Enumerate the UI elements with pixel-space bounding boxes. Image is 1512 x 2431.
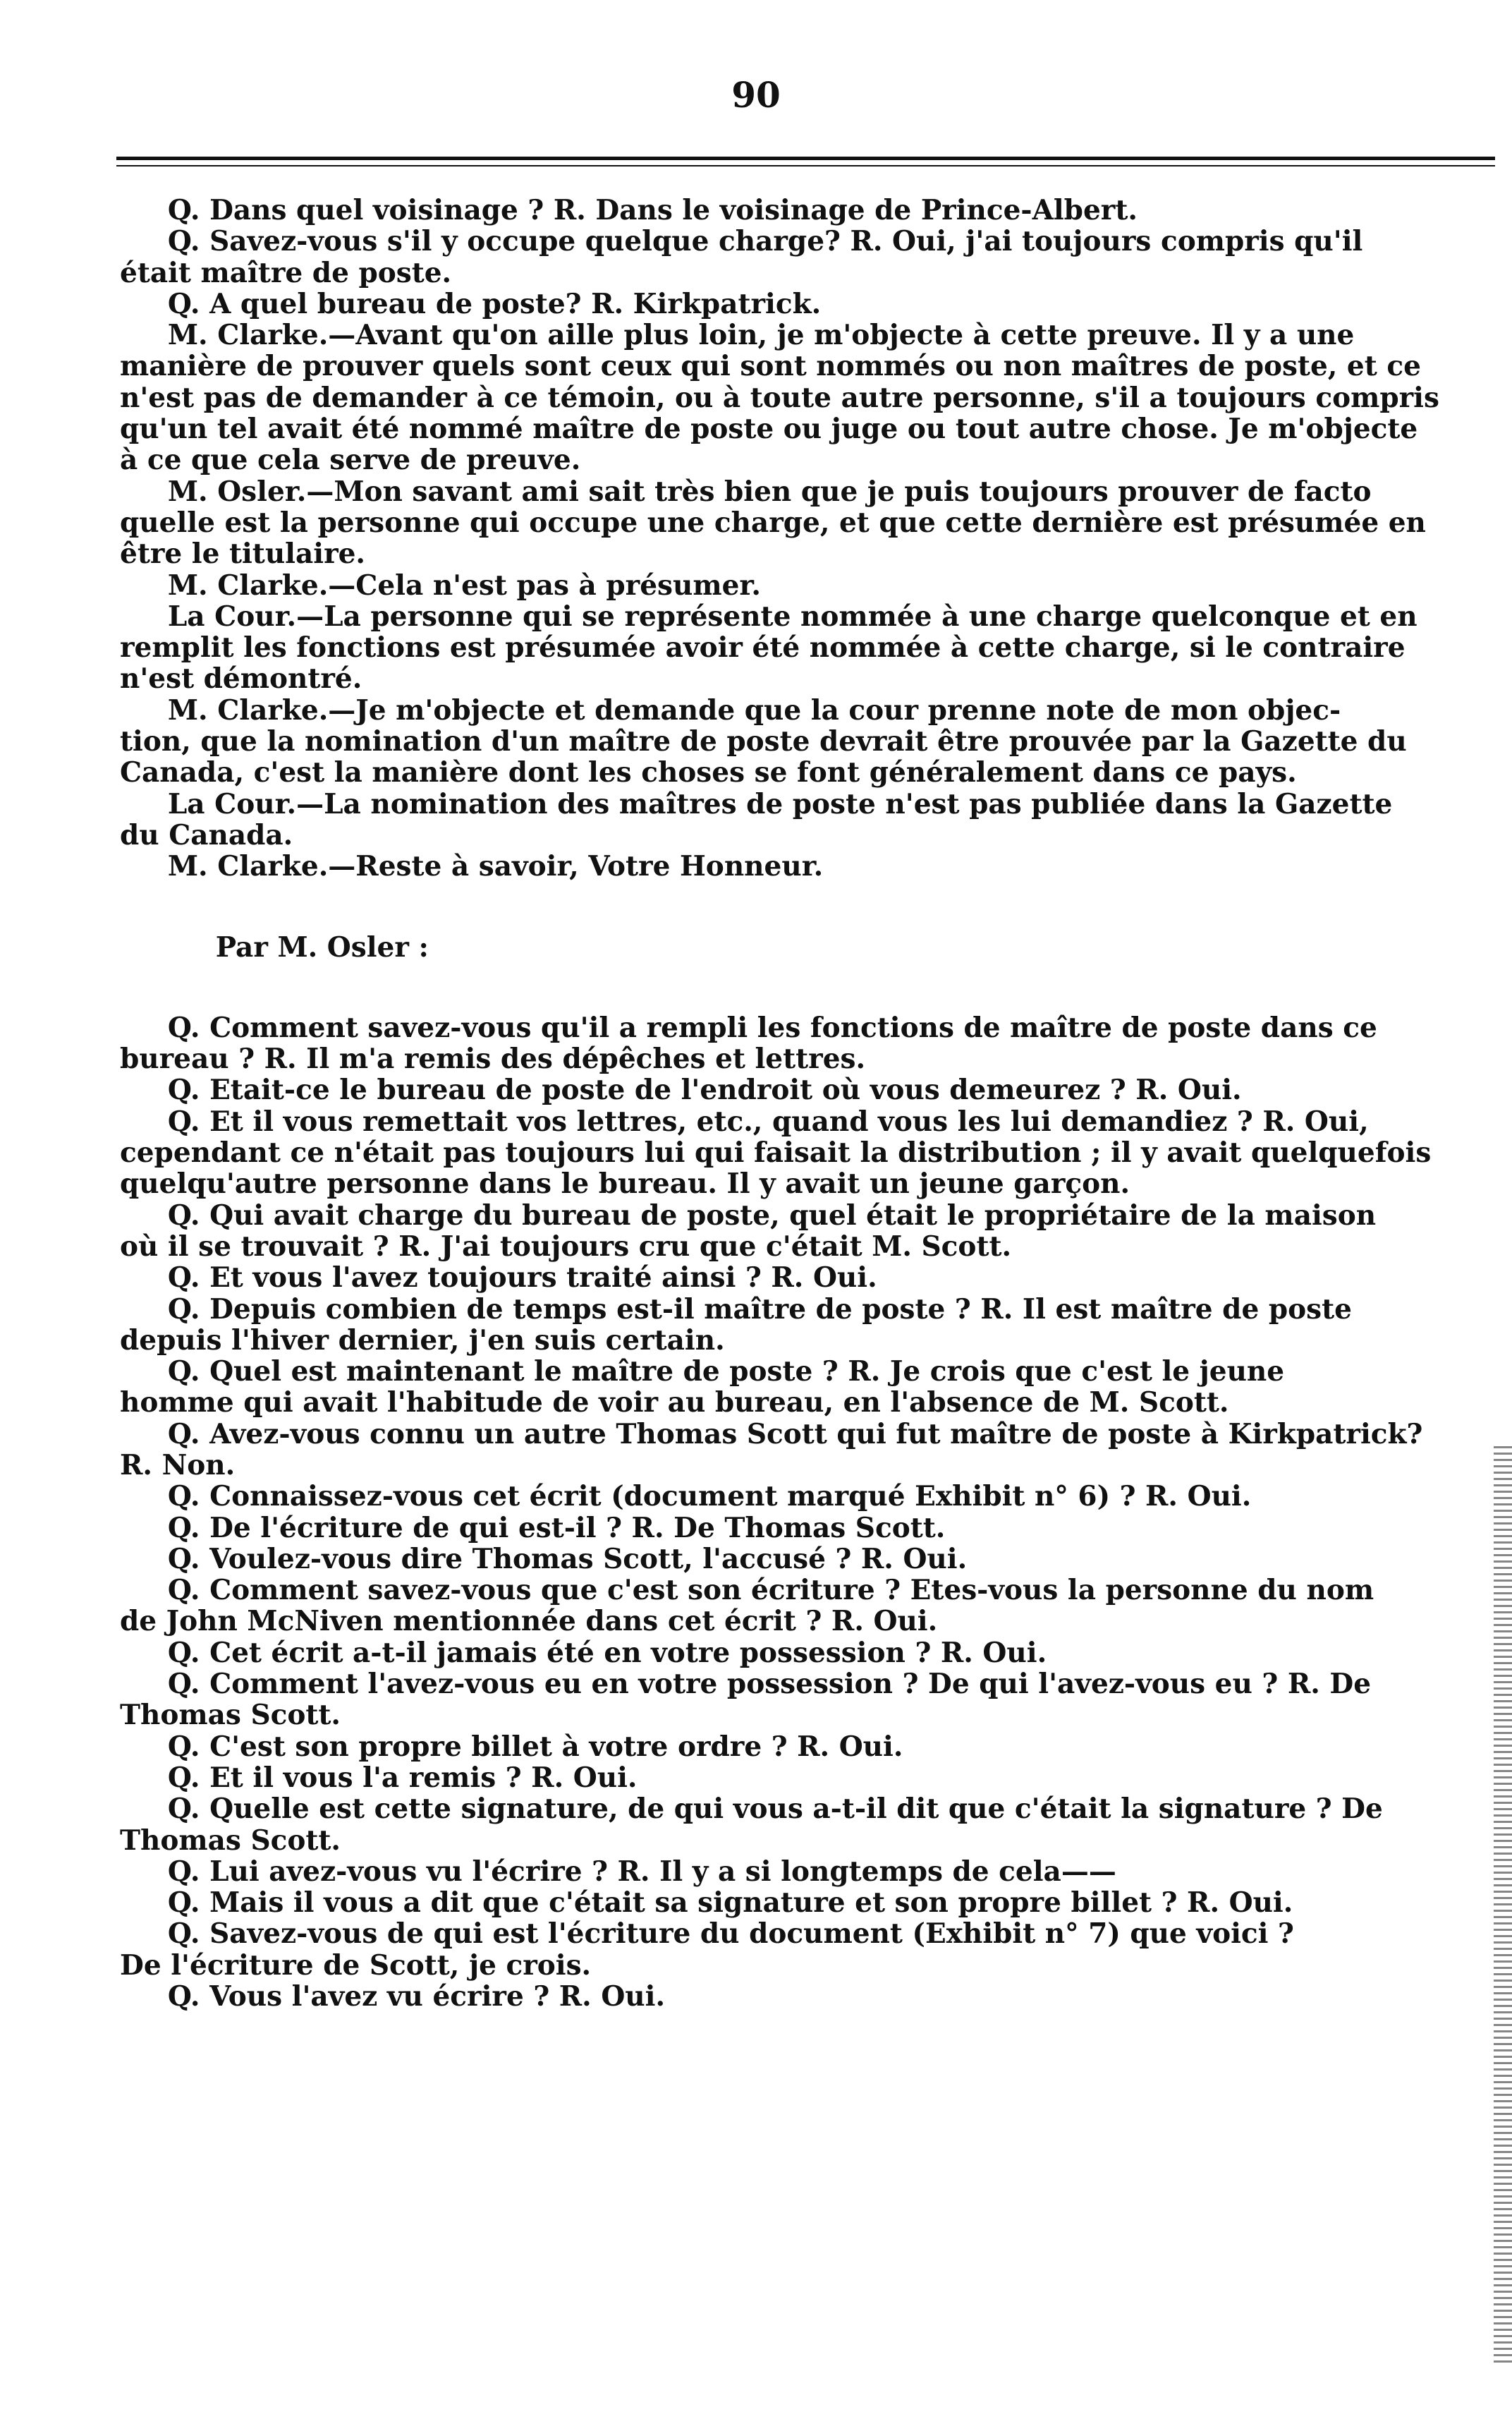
text-line: Q. Et il vous remettait vos lettres, etc., quand vous les lui demandiez ? R. Oui, [120,1105,1369,1138]
text-line: où il se trouvait ? R. J'ai toujours cru que c'était M. Scott. [120,1230,1012,1263]
text-line: Q. Cet écrit a-t-il jamais été en votre possession ? R. Oui. [120,1637,1047,1669]
paragraph-gap [120,883,1492,932]
text-line: Q. Mais il vous a dit que c'était sa signature et son propre billet ? R. Oui. [120,1887,1293,1919]
header-rule-thick [116,157,1495,160]
text-line: Thomas Scott. [120,1699,341,1731]
text-line: De l'écriture de Scott, je crois. [120,1949,592,1982]
text-line: Q. Qui avait charge du bureau de poste, quel était le propriétaire de la maison [120,1199,1377,1231]
text-line: M. Clarke.—Reste à savoir, Votre Honneur. [120,851,824,883]
text-line: Q. Lui avez-vous vu l'écrire ? R. Il y a si longtemps de cela—— [120,1855,1116,1888]
text-line: était maître de poste. [120,257,452,289]
text-line: Q. Savez-vous s'il y occupe quelque charge? R. Oui, j'ai toujours compris qu'il [120,226,1363,257]
text-line: à ce que cela serve de preuve. [120,444,581,476]
text-line: Q. C'est son propre billet à votre ordre ? R. Oui. [120,1730,903,1762]
text-line: Q. Avez-vous connu un autre Thomas Scott qui fut maître de poste à Kirkpatrick? [120,1418,1423,1450]
text-line: remplit les fonctions est présumée avoir été nommée à cette charge, si le contraire [120,632,1406,664]
text-line: n'est pas de demander à ce témoin, ou à toute autre personne, s'il a toujours compris [120,382,1439,414]
scan-edge-artifact [1494,1446,1512,2363]
text-line: depuis l'hiver dernier, j'en suis certain. [120,1324,725,1357]
text-line: Q. Comment savez-vous que c'est son écriture ? Etes-vous la personne du nom [120,1575,1374,1606]
text-line: Q. Vous l'avez vu écrire ? R. Oui. [120,1981,666,2013]
text-line: Q. De l'écriture de qui est-il ? R. De Thomas Scott. [120,1512,946,1544]
text-line: Par M. Osler : [120,931,429,963]
text-line: Q. Comment l'avez-vous eu en votre possession ? De qui l'avez-vous eu ? R. De [120,1668,1372,1700]
text-line: Q. Connaissez-vous cet écrit (document marqué Exhibit n° 6) ? R. Oui. [120,1481,1252,1512]
transcript-body [120,195,1492,2012]
text-line: de John McNiven mentionnée dans cet écrit ? R. Oui. [120,1606,938,1637]
text-line: être le titulaire. [120,538,366,570]
text-line: M. Osler.—Mon savant ami sait très bien que je puis toujours prouver de facto [120,475,1372,507]
text-line: qu'un tel avait été nommé maître de poste ou juge ou tout autre chose. Je m'objecte [120,413,1418,445]
text-line: quelle est la personne qui occupe une charge, et que cette dernière est présumée en [120,507,1426,539]
text-line: cependant ce n'était pas toujours lui qui faisait la distribution ; il y avait quelquefois [120,1137,1432,1169]
text-line: Q. Et il vous l'a remis ? R. Oui. [120,1762,638,1794]
text-line: Q. Comment savez-vous qu'il a rempli les fonctions de maître de poste dans ce [120,1012,1377,1044]
text-line: tion, que la nomination d'un maître de poste devrait être prouvée par la Gazette du [120,726,1407,758]
text-line: quelqu'autre personne dans le bureau. Il y avait un jeune garçon. [120,1168,1130,1200]
text-line: du Canada. [120,819,293,851]
text-line: Q. Quel est maintenant le maître de poste ? R. Je crois que c'est le jeune [120,1356,1285,1388]
text-line: Thomas Scott. [120,1824,341,1856]
text-line: Q. Voulez-vous dire Thomas Scott, l'accusé ? R. Oui. [120,1543,968,1575]
text-line: Q. Savez-vous de qui est l'écriture du document (Exhibit n° 7) que voici ? [120,1918,1294,1950]
text-line: M. Clarke.—Avant qu'on aille plus loin, je m'objecte à cette preuve. Il y a une [120,320,1355,351]
text-line: Canada, c'est la manière dont les choses se font généralement dans ce pays. [120,757,1297,789]
text-line: bureau ? R. Il m'a remis des dépêches et lettres. [120,1043,866,1075]
text-line: R. Non. [120,1449,236,1481]
text-line: Q. A quel bureau de poste? R. Kirkpatrick. [120,288,822,320]
text-line: Q. Et vous l'avez toujours traité ainsi ? R. Oui. [120,1262,877,1294]
text-line: Q. Etait-ce le bureau de poste de l'endroit où vous demeurez ? R. Oui. [120,1074,1242,1106]
page-number: 90 [731,74,781,116]
text-line: La Cour.—La personne qui se représente nommée à une charge quelconque et en [120,600,1418,633]
text-line: manière de prouver quels sont ceux qui sont nommés ou non maîtres de poste, et ce [120,351,1421,382]
text-line: M. Clarke.—Cela n'est pas à présumer. [120,569,761,601]
paragraph-gap [120,963,1492,1012]
text-line: Q. Dans quel voisinage ? R. Dans le voisinage de Prince-Albert. [120,195,1138,226]
text-line: n'est démontré. [120,663,362,695]
text-line: M. Clarke.—Je m'objecte et demande que la cour prenne note de mon objec- [120,694,1341,727]
text-line: La Cour.—La nomination des maîtres de poste n'est pas publiée dans la Gazette [120,788,1393,820]
text-line: homme qui avait l'habitude de voir au bureau, en l'absence de M. Scott. [120,1387,1229,1419]
text-line: Q. Quelle est cette signature, de qui vous a-t-il dit que c'était la signature ? De [120,1793,1383,1825]
header-rule-thin [116,165,1495,166]
text-line: Q. Depuis combien de temps est-il maître de poste ? R. Il est maître de poste [120,1293,1352,1325]
